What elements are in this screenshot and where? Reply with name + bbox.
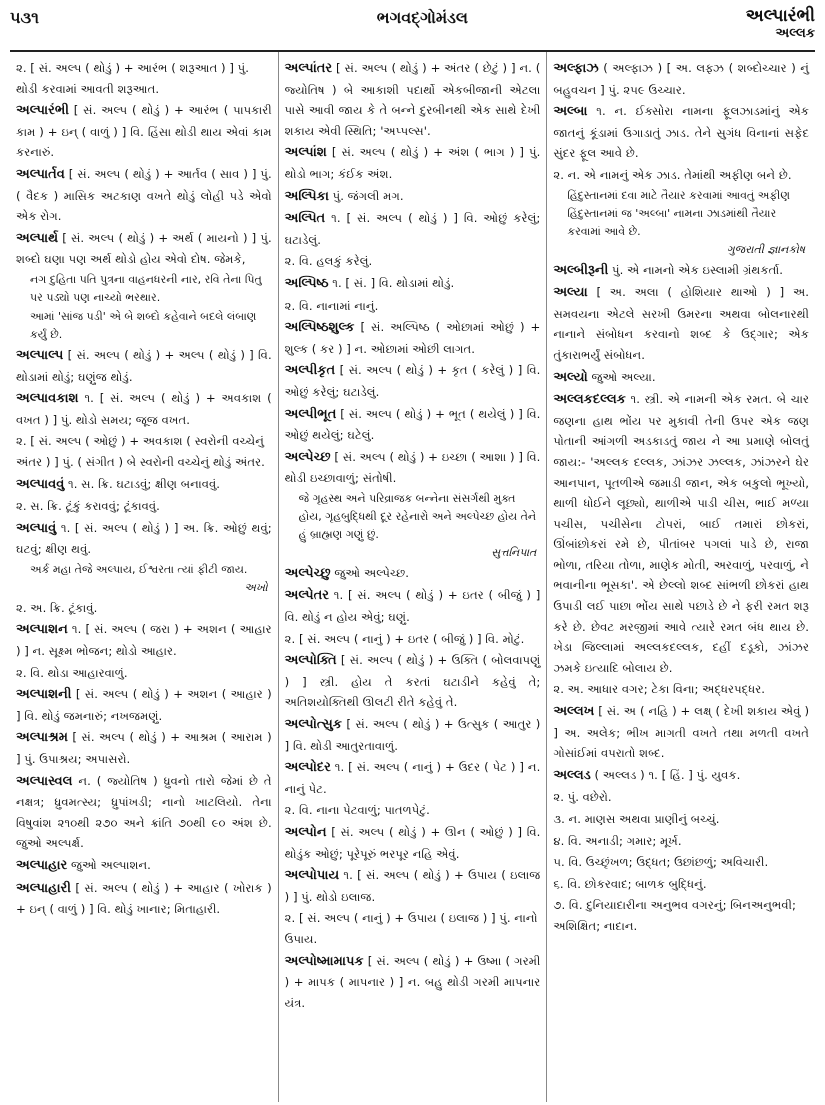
sub-sense: ૨. સ. ક્રિ. ટૂંકું કરાવવું; ટૂંકાવવું. (16, 499, 160, 514)
dictionary-entry (285, 822, 541, 864)
citation-source: અખો (244, 580, 268, 594)
dictionary-entry (16, 878, 272, 920)
entry-definition: ૧. [ સં. અલ્પ ( જરા ) + અશન ( આહાર ) ] ન. સૂક્ષ્મ ભોજન; થોડો આહાર. (16, 622, 272, 659)
entry-definition: ૧. [ સં. અલ્પ ( થોડું ) ] અ. ક્રિ. ઓછું થવું; ઘટવું; ક્ષીણ થવું. (16, 520, 272, 557)
sub-sense: ૭. વિ. દુનિયાદારીના અનુભવ વગરનું; બિનઅનુભવી; અશિક્ષિત; નાદાન. (553, 898, 796, 933)
entry-headword: અલ્પિત (284, 211, 326, 227)
citation-source: ગુજરાતી જ્ઞાનકોષ (726, 242, 806, 256)
dictionary-entry (553, 58, 809, 100)
entry-headword: અલ્ફાઝ (553, 61, 599, 76)
entry-definition: [ સં. અ ( નહિ ) + લક્ષ્ ( દેખી શકાય એવું ) ] અ. અલેક; ભીખ માગતી વખતે તથા મળતી વખતે ગોસાંઈમાં વપરાતો શબ્દ. (553, 704, 810, 761)
entry-headword: અલ્પાંશ (284, 145, 327, 161)
entry-headword: અલ્પારંભી (16, 103, 69, 119)
entry-definition: [ સં. અલ્પ ( થોડું ) + આરંભ ( પાપકારી કામ ) + ઇન્ ( વાળું ) ] વિ. હિંસા થોડી થાય એવાં કામ કરનારું. (16, 103, 272, 160)
usage-note: આમાં 'સાંજ પડી' એ બે શબ્દો કહેવાને બદલે લંબાણ કર્યું છે. (30, 309, 257, 341)
entry-headword: અલ્પોદર (284, 760, 331, 776)
dictionary-entry (285, 58, 541, 141)
sub-sense: ૨. વિ. નાના પેટવાળું; પાતળપેટું. (284, 803, 430, 818)
dictionary-entry (16, 228, 272, 270)
entry-headword: અલ્પાશન (16, 622, 68, 638)
entry-headword: અલ્પોત્સુક (284, 717, 342, 733)
entry-definition: પું. જંગલી મગ. (332, 188, 404, 203)
dictionary-entry (285, 951, 541, 1014)
entry-definition: [ સં. અલ્પ ( થોડું ) + ઊન ( ઓછું ) ] વિ. થોડુંક ઓછું; પૂરેપૂરું ભરપૂર નહિ એવું. (284, 825, 541, 861)
dictionary-entry (16, 684, 272, 726)
entry-headword: અલ્પિષ્ઠશુલ્ક (284, 320, 355, 336)
citation-quote: જે ગૃહસ્થ અને પરિવ્રાજક બન્નેના સંસર્ગથી મુક્ત હોય, ગૃહબુદ્ધિથી દૂર રહેનારો અને અલ્પેચ્છ હોય તેને હું બ્રાહ્મણ ગણું છું. (298, 491, 537, 541)
dictionary-entry (285, 650, 541, 713)
dictionary-entry (553, 101, 809, 164)
dictionary-entry (553, 765, 809, 787)
dictionary-entry (285, 273, 541, 295)
entry-headword: અલ્પાર્થ (16, 230, 59, 246)
entry-headword: અલ્બીરૂની (553, 262, 609, 278)
entry-definition: [ સં. અલ્પ ( થોડું ) + ઉત્સુક ( આતુર ) ] વિ. થોડી આતુરતાવાળું. (284, 717, 541, 753)
entry-definition: ( અલ્લડ ) ૧. [ હિં. ] પું. યુવક. (594, 767, 741, 782)
entry-definition: ૧. [ સં. ] વિ. થોડામાં થોડું. (332, 275, 455, 290)
entry-headword: અલ્પાલ્પ (16, 347, 64, 363)
entry-headword: અલ્પેચ્છ (284, 449, 331, 465)
running-title: ભગવદ્ગોમંડલ (376, 8, 469, 27)
entry-definition: [ અ. અલા ( હોશિયાર થાઓ ) ] અ. સમવયના એટલે સરખી ઉમરના અથવા બોલનારથી નાનાને સંબોધન કરવાનો શબ્દ કે ઉદ્ગાર; એક તુંકારાભર્યું સંબોધન. (553, 285, 810, 362)
citation-quote: અર્ક મહા તેજે અલ્પાય, ઈશ્વરતા ત્યાં ફીટી જાય. (30, 562, 248, 576)
entry-headword: અલ્પાહાર (16, 858, 68, 873)
dictionary-entry (285, 447, 541, 489)
entry-headword: અલ્પાવકાશ (16, 391, 79, 407)
column-right (546, 52, 815, 1102)
entry-headword: અલ્બા (553, 104, 588, 120)
dictionary-entry (16, 855, 272, 877)
entry-headword: અલ્પોન (284, 825, 327, 840)
entry-headword: અલ્લકદલ્લક (553, 392, 626, 408)
sub-sense: ૫. વિ. ઉચ્છૃંખળ; ઉદ્ધત; ઉછાંછળું; અવિચારી. (553, 855, 769, 870)
sub-sense: ૩. ન. માણસ અથવા પ્રાણીનું બચ્ચું. (553, 812, 720, 826)
sub-sense: ૨. અ. ક્રિ. ટૂંકાવું. (16, 600, 98, 615)
dictionary-entry (553, 367, 809, 389)
sub-sense: ૨. ન. એ નામનું એક ઝાડ. તેમાંથી અફીણ બને છે. (553, 167, 792, 182)
sub-sense: ૨. [ સં. અલ્પ ( નાનું ) + ઉપાય ( ઇલાજ ) ] પું. નાનો ઉપાય. (284, 911, 538, 946)
dictionary-entry (285, 585, 541, 627)
dictionary-entry (285, 404, 541, 446)
entry-definition: પું. એ નામનો એક ઇસ્લામી ગ્રંથકર્તા. (612, 262, 783, 277)
dictionary-entry (16, 771, 272, 854)
entry-headword: અલ્પાવું (16, 520, 57, 536)
entry-headword: અલ્યો (553, 369, 588, 385)
guide-word-first: અલ્પારંભી (745, 6, 815, 26)
entry-definition: [ સં. અલ્પ ( થોડું ) + અશન ( આહાર ) ] વિ. થોડું જમનારું; નખજમણું. (16, 687, 272, 723)
entry-definition: ૧. [ સં. અલ્પ ( થોડું ) + અવકાશ ( વખત ) ] પું. થોડો સમય; જૂજ વખત. (16, 391, 272, 427)
entry-definition: [ સં. અલ્પ ( થોડું ) + અંશ ( ભાગ ) ] પું. થોડો ભાગ; કંઈક અંશ. (284, 145, 541, 181)
entry-headword: અલ્લખ (553, 704, 595, 720)
sub-sense: ૨. વિ. નાનામાં નાનું. (284, 298, 379, 313)
dictionary-entry (285, 142, 541, 184)
sub-sense: ૬. વિ. છોકરવાદ; બાળક બુદ્ધિનું. (553, 876, 707, 891)
dictionary-entry (285, 865, 541, 907)
entry-definition: [ સં. અલ્પ ( થોડું ) + આહાર ( ખોરાક ) + ઇન્ ( વાળું ) ] વિ. થોડું ખાનાર; મિતાહારી. (16, 880, 272, 917)
dictionary-entry (285, 317, 541, 359)
entry-definition: [ સં. અલ્પ ( થોડું ) + ઉક્તિ ( બોલવાપણું ) ] સ્ત્રી. હોય તે કરતાં ઘટાડીને કહેવું તે; અતિશયોક્તિથી ઊલટી રીતે કહેવું તે. (284, 653, 541, 710)
entry-headword: અલ્પાસ્વલ (16, 773, 73, 789)
entry-definition: [ સં. અલ્પ ( થોડું ) + ઇચ્છા ( આશા ) ] વિ. થોડી ઇચ્છાવાળું; સંતોષી. (284, 449, 541, 486)
dictionary-entry (16, 388, 272, 430)
entry-headword: અલ્પિષ્ઠ (284, 275, 329, 291)
entry-definition: ૧. [ સં. અલ્પ ( થોડું ) + ઉપાય ( ઇલાજ ) ] પું. થોડો ઇલાજ. (284, 868, 541, 904)
entry-definition: ન. ( જ્યોતિષ ) ધ્રુવનો તારો જેમાં છે તે નક્ષત્ર; ધ્રુવમત્સ્ય; ધ્રુપાંખડી; નાનો ખાટલિયો. તેના વિષુવાંશ ૨૧૦થી ૨૭૦ અને ક્રાંતિ ૭૦થી ૯૦ અંશ છે. જુઓ અલ્પર્ક્ષ. (16, 773, 272, 851)
entry-definition: ૧. ન. ઈક્સોરા નામના ફૂલઝાડમાંનું એક જાતનું કૂંડામાં ઉગાડાતું ઝાડ. તેને સુગંધ વિનાનાં સફેદ સુંદર ફૂલ આવે છે. (553, 104, 810, 161)
entry-columns (10, 52, 815, 1102)
sub-sense: ૪. વિ. અનાડી; ગમાર; મૂર્ખ. (553, 833, 682, 848)
entry-definition: [ સં. અલ્પ ( થોડું ) + અંતર ( છેટું ) ] ન. ( જ્યોતિષ ) બે આકાશી પદાર્થો એકબીજાની એટલા પાસે આવી જાય કે તે બન્ને દુરબીનથી એક સાથે દેખી શકાય એવી સ્થિતિ; 'અપ્પલ્સ'. (284, 61, 541, 138)
entry-headword: અલ્પિકા (284, 188, 329, 204)
guide-word-last: અલ્લક (775, 26, 815, 41)
column-left (10, 52, 278, 1102)
usage-note: હિંદુસ્તાનમાં દવા માટે તૈયાર કરવામાં આવતું અફીણ હિંદુસ્તાનમાં જ 'અલ્બા' નામના ઝાડમાંથી તૈયાર કરવામાં આવે છે. (567, 188, 790, 238)
sub-sense: ૨. વિ. હલકું કરેલું. (284, 254, 373, 269)
dictionary-entry (16, 619, 272, 661)
guide-words (746, 6, 815, 41)
entry-headword: અલ્પાવવું (16, 476, 65, 492)
dictionary-entry (553, 389, 809, 678)
entry-definition: જુઓ અલ્પાશન. (70, 858, 151, 872)
entry-definition: [ સં. અલ્પ ( થોડું ) + ભૂત ( થયેલું ) ] વિ. ઓછું થયેલું; ઘટેલું. (284, 406, 541, 443)
dictionary-entry (553, 701, 809, 764)
entry-headword: અલ્પાશ્રમ (16, 730, 68, 746)
dictionary-entry (285, 208, 541, 250)
page-number: ૫૩૧ (10, 8, 40, 27)
citation-source: સુત્તનિપાત (491, 545, 537, 559)
entry-definition: જુઓ અલ્પેચ્છ. (334, 565, 409, 580)
entry-definition: [ સં. અલ્પ ( થોડું ) + અર્થ ( માયનો ) ] પું. શબ્દો ઘણા પણ અર્થ થોડો હોય એવો દોષ. જેમકે, (16, 230, 272, 267)
entry-definition: ( અલ્ફાઝ ) [ અ. લફ્ઝ ( શબ્દોચ્ચાર ) નું બહુવચન ] પું. ૨૫૯ ઉચ્ચાર. (553, 61, 810, 97)
entry-headword: અલ્પાંતર (284, 61, 333, 76)
entry-headword: અલ્યા (553, 285, 588, 301)
entry-definition: ૧. સ્ત્રી. એ નામની એક રમત. બે ચાર જણના હાથ ભોંય પર મુકાવી તેની ઉપર એક જણ પોતાની આંગળી અડકાડતું જાય ને આ પ્રમાણે બોલતું જાય:- 'અલ્લક દલ્લક, ઝાંઝર ઝલ્લક, ઝાંઝરને ઘેર આનપાન, પૂતળીએ જમાડી જાન, એક બકુલો ભૂખ્યો, થાળી ધોઈને લૂછ્યો, થાળીએ પાડી ચીસ, ભાઈ મળ્યા પચીસ, પચીસેના ટોપરાં, બાઈ તમારાં છોકરાં, ઊંબાંછોકરાં રમે છે, પીતાંબર પગલાં પાડે છે, રાજા ભોળા, તરિયા તોળા, માણેક મોતી, અરવાળું, પરવાળું, ને ભવાનીના ભૂસકા'. એ છેલ્લો શબ્દ સાંભળી છોકરાં હાથ ઉપાડી લઈ પાછા ભોંય સાથે પછાડે છે ને ફરી રમત શરૂ કરે છે. છેવટ મરજીમાં આવે ત્યારે રમત બંધ થાય છે. ખેડા જિલ્લામાં અલ્લકદલ્લક, દહીં દડૂકો, ઝાંઝર ઝમકે ઇત્યાદિ બોલાય છે. (553, 392, 810, 675)
entry-definition: [ સં. અલ્પ ( થોડું ) + અલ્પ ( થોડું ) ] વિ. થોડામાં થોડું; ઘણુંજ થોડું. (16, 347, 272, 384)
dictionary-entry (553, 260, 809, 282)
entry-headword: અલ્પોપાય (284, 868, 340, 884)
entry-headword: અલ્પીકૃત (284, 363, 336, 379)
entry-definition: ૧. સ. ક્રિ. ઘટાડવું; ક્ષીણ બનાવવું. (68, 476, 221, 491)
sub-sense: ૨. [ સં. અલ્પ ( ઓછું ) + અવકાશ ( સ્વરોની વચ્ચેનું અંતર ) ] પું. ( સંગીત ) બે સ્વરોની વચ્ચેનું થોડું અંતર. (16, 434, 265, 469)
dictionary-entry (553, 282, 809, 365)
sub-sense: ૨. [ સં. અલ્પ ( નાનું ) + ઇતર ( બીજું ) ] વિ. મોટું. (284, 631, 525, 646)
sub-sense: ૨. [ સં. અલ્પ ( થોડું ) + આરંભ ( શરૂઆત ) ] પું. થોડી કરવામાં આવતી શરૂઆત. (16, 61, 249, 96)
entry-headword: અલ્પેતર (284, 588, 329, 604)
entry-headword: અલ્પોક્તિ (284, 653, 337, 669)
entry-definition: [ સં. અલ્પ ( થોડું ) + આર્તવ ( સાવ ) ] પું. ( વૈદક ) માસિક અટકાણ વખતે થોડું લોહી પડે એવો એક રોગ. (16, 166, 272, 224)
entry-definition: [ સં. અલ્પ ( થોડું ) + આશ્રમ ( આરામ ) ] પું. ઉપાશ્રય; અપાસરો. (16, 730, 272, 767)
entry-headword: અલ્પેચ્છુ (284, 565, 331, 581)
entry-headword: અલ્પીભૂત (284, 406, 337, 422)
dictionary-entry (285, 360, 541, 402)
dictionary-entry (285, 714, 541, 756)
page-header (10, 6, 815, 52)
entry-definition: જુઓ અલ્યા. (591, 369, 656, 384)
dictionary-entry (16, 518, 272, 560)
entry-definition: [ સં. અલ્પ ( થોડું ) + કૃત ( કરેલું ) ] વિ. ઓછું કરેલું; ઘટાડેલું. (284, 363, 541, 399)
entry-headword: અલ્પાશની (16, 687, 72, 703)
entry-headword: અલ્પાહારી (16, 880, 71, 896)
dictionary-entry (16, 727, 272, 769)
entry-definition: ૧. [ સં. અલ્પ ( થોડું ) + ઇતર ( બીજું ) ] વિ. થોડું ન હોય એવું; ઘણું. (284, 588, 541, 625)
entry-headword: અલ્લડ (553, 767, 591, 783)
citation-quote: નગ દુહિતા પતિ પુત્રના વાહનધરની નાર, રવિ તેના પિતુ પર પડ્યો પણ નાચ્યો ભરથાર. (30, 272, 262, 304)
sub-sense: ૨. પું. વછેરો. (553, 790, 612, 805)
dictionary-entry (16, 100, 272, 163)
dictionary-entry (285, 186, 541, 208)
column-middle (278, 52, 547, 1102)
entry-definition: ૧. [ સં. અલ્પ ( થોડું ) ] વિ. ઓછું કરેલું; ઘટાડેલું. (284, 211, 541, 247)
dictionary-entry (16, 474, 272, 496)
dictionary-entry (285, 757, 541, 799)
sub-sense: ૨. અ. આધાર વગર; ટેકા વિના; અદ્ધરપદ્ધર. (553, 682, 765, 697)
entry-definition: ૧. [ સં. અલ્પ ( નાનું ) + ઉદર ( પેટ ) ] ન. નાનું પેટ. (284, 760, 541, 796)
entry-headword: અલ્પાર્તવ (16, 166, 65, 182)
entry-definition: [ સં. અલ્પ ( થોડું ) + ઉષ્મા ( ગરમી ) + માપક ( માપનાર ) ] ન. બહુ થોડી ગરમી માપનાર યંત્ર. (284, 953, 541, 1010)
entry-headword: અલ્પોષ્મામાપક (284, 953, 364, 969)
entry-definition: [ સં. અલ્પિષ્ઠ ( ઓછામાં ઓછું ) + શુલ્ક ( કર ) ] ન. ઓછામાં ઓછી લાગત. (284, 320, 541, 356)
dictionary-entry (285, 563, 541, 585)
dictionary-entry (16, 164, 272, 227)
dictionary-entry (16, 345, 272, 387)
sub-sense: ૨. વિ. થોડા આહારવાળું. (16, 665, 128, 680)
